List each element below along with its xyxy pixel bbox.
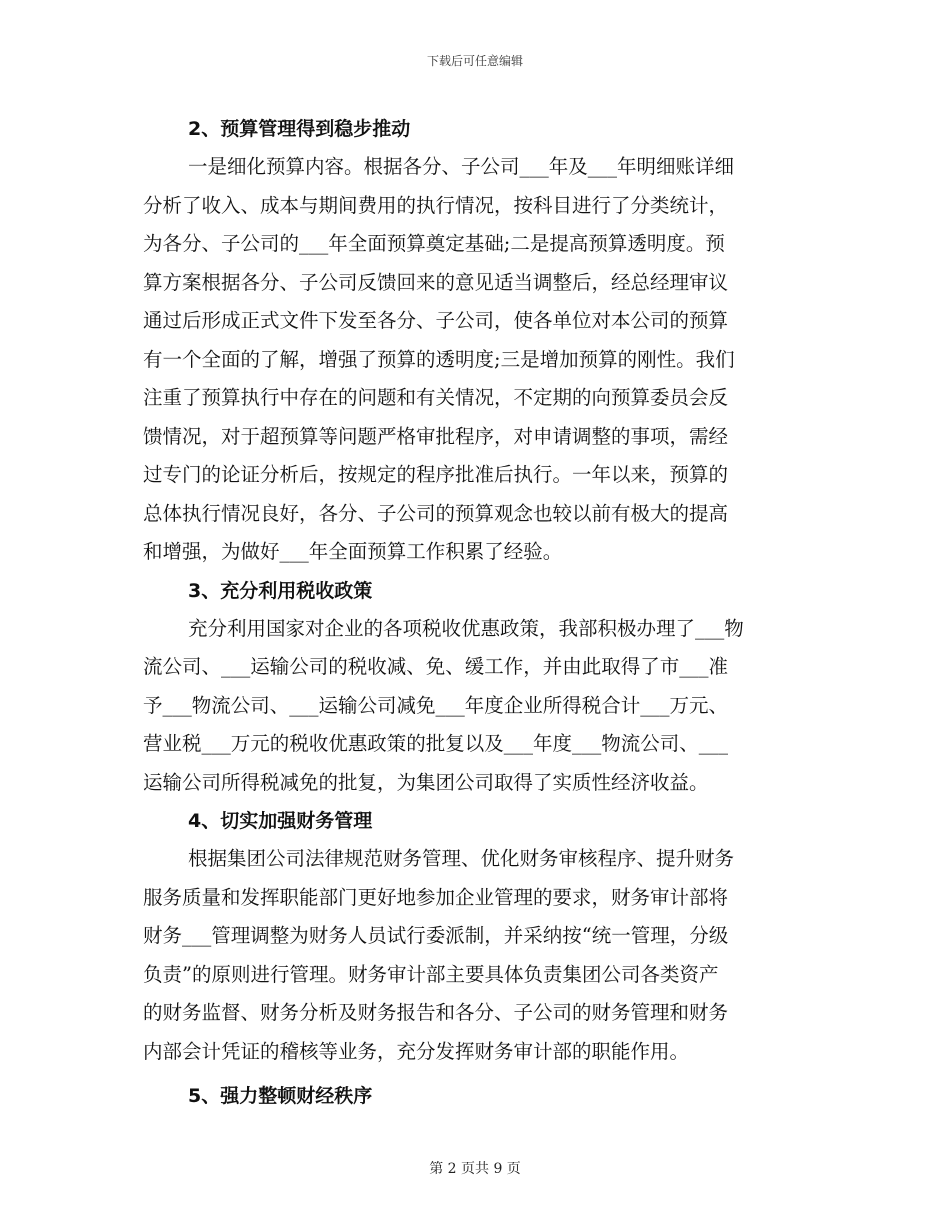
document-body [143,110,803,1115]
paragraph-line: 流公司、___运输公司的税收减、免、缓工作，并由此取得了市___准 [143,655,729,678]
section-heading: 2、预算管理得到稳步推动 [188,118,411,140]
paragraph-line: 馈情况，对于超预算等问题严格审批程序，对申请调整的事项，需经 [143,424,729,448]
page-header: 下载后可任意编辑 [426,54,523,68]
paragraph-line: 一是细化预算内容。根据各分、子公司___年及___年明细账详细 [188,155,735,178]
section-paragraph [143,610,803,803]
section-paragraph [143,840,803,1071]
paragraph-line: 财务___管理调整为财务人员试行委派制，并采纳按“统一管理，分级 [143,924,729,947]
paragraph-line: 根据集团公司法律规范财务管理、优化财务审核程序、提升财务 [188,847,735,870]
section-paragraph [143,148,803,572]
paragraph-line: 总体执行情况良好，各分、子公司的预算观念也较以前有极大的提高 [143,501,729,525]
paragraph-line: 内部会计凭证的稽核等业务，充分发挥财务审计部的职能作用。 [143,1039,690,1063]
paragraph-line: 予___物流公司、___运输公司减免___年度企业所得税合计___万元、 [143,693,729,717]
paragraph-line: 充分利用国家对企业的各项税收优惠政策，我部积极办理了___物 [188,616,744,640]
section-heading: 5、强力整顿财经秩序 [188,1085,373,1107]
section-heading: 3、充分利用税收政策 [188,579,373,602]
paragraph-line: 负责”的原则进行管理。财务审计部主要具体负责集团公司各类资产 [143,962,719,986]
paragraph-line: 服务质量和发挥职能部门更好地参加企业管理的要求，财务审计部将 [143,885,729,909]
paragraph-line: 营业税___万元的税收优惠政策的批复以及___年度___物流公司、___ [143,732,729,755]
paragraph-line: 的财务监督、财务分析及财务报告和各分、子公司的财务管理和财务 [143,1001,729,1024]
paragraph-line: 有一个全面的了解，增强了预算的透明度;三是增加预算的刚性。我们 [143,347,735,371]
paragraph-line: 分析了收入、成本与期间费用的执行情况，按科目进行了分类统计， [143,193,729,217]
paragraph-line: 过专门的论证分析后，按规定的程序批准后执行。一年以来，预算的 [143,463,729,486]
paragraph-line: 运输公司所得税减免的批复，为集团公司取得了实质性经济收益。 [143,770,709,794]
paragraph-line: 为各分、子公司的___年全面预算奠定基础;二是提高预算透明度。预 [143,232,725,255]
page-footer: 第 2 页共 9 页 [429,1161,521,1177]
paragraph-line: 通过后形成正式文件下发至各分、子公司，使各单位对本公司的预算 [143,309,729,332]
paragraph-line: 算方案根据各分、子公司反馈回来的意见适当调整后，经总经理审议 [143,270,729,294]
paragraph-line: 和增强，为做好___年全面预算工作积累了经验。 [143,540,563,563]
paragraph-line: 注重了预算执行中存在的问题和有关情况，不定期的向预算委员会反 [143,386,729,409]
section-heading: 4、切实加强财务管理 [188,810,373,832]
